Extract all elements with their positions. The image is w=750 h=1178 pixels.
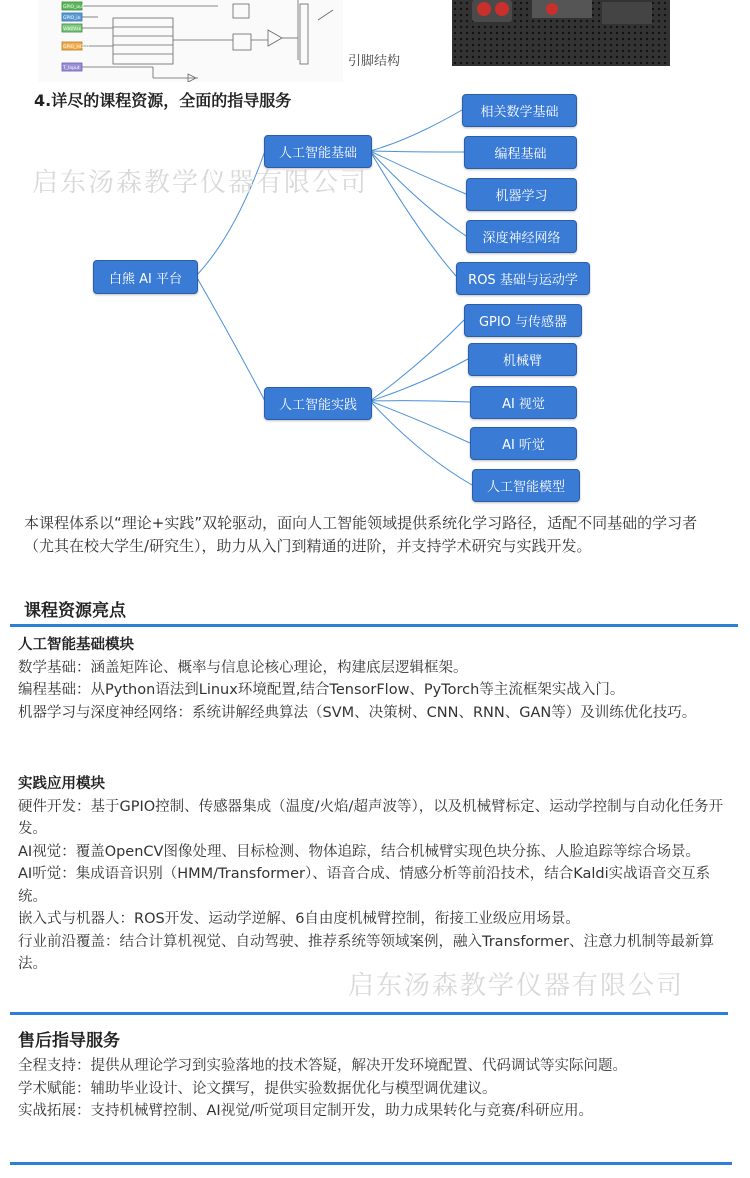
module-line: 硬件开发：基于GPIO控制、传感器集成（温度/火焰/超声波等），以及机械臂标定、运动学控制与自动化任务开发。 (18, 798, 724, 837)
intro-paragraph: 本课程体系以“理论+实践”双轮驱动，面向人工智能领域提供系统化学习路径，适配不同基础的学习者（尤其在校大学生/研究生），助力从入门到精通的进阶，并支持学术研究与实践开发。 (24, 514, 698, 555)
practice-module-block (18, 773, 733, 976)
leaf-node: GPIO 与传感器 (464, 304, 582, 337)
service-line: 学术赋能：辅助毕业设计、论文撰写，提供实验数据优化与模型调优建议。 (18, 1080, 497, 1097)
diagram-caption: 引脚结构 (348, 54, 401, 69)
signal-label: T_Input (63, 66, 80, 71)
signal-label: Vdd/Vss (63, 27, 82, 32)
basic-module-block (18, 634, 733, 724)
leaf-node: 深度神经网络 (466, 220, 577, 253)
hardware-photo (452, 0, 670, 66)
section-divider (10, 1012, 728, 1015)
module-line: AI视觉：覆盖OpenCV图像处理、目标检测、物体追踪，结合机械臂实现色块分拣、人脸追踪等综合场景。 (18, 843, 700, 860)
module-line: 机器学习与深度神经网络：系统讲解经典算法（SVM、决策树、CNN、RNN、GAN等）及训练优化技巧。 (18, 704, 697, 721)
signal-label: GPIO_in (63, 16, 81, 21)
signal-label: GPIO_HOLD (63, 45, 90, 50)
highlights-title: 课程资源亮点 (24, 601, 126, 621)
leaf-node: AI 听觉 (470, 427, 577, 460)
leaf-node: 人工智能模型 (472, 469, 580, 502)
module-heading: 人工智能基础模块 (18, 637, 134, 653)
service-line: 实战拓展：支持机械臂控制、AI视觉/听觉项目定制开发，助力成果转化与竞赛/科研应用。 (18, 1103, 593, 1119)
module-line: AI听觉：集成语音识别（HMM/Transformer）、语音合成、情感分析等前沿技术，结合Kaldi实战语音交互系统。 (18, 866, 711, 905)
service-block (18, 1055, 733, 1123)
leaf-node: ROS 基础与运动学 (456, 262, 590, 295)
mind-map-root-node: 白熊 AI 平台 (93, 260, 198, 294)
section-title: 4.详尽的课程资源，全面的指导服务 (34, 91, 292, 110)
branch-node-ai-practice: 人工智能实践 (264, 387, 372, 420)
watermark: 启东汤森教学仪器有限公司 (348, 971, 685, 1001)
watermark: 启东汤森教学仪器有限公司 (32, 168, 369, 198)
module-line: 嵌入式与机器人：ROS开发、运动学逆解、6自由度机械臂控制，衔接工业级应用场景。 (18, 911, 580, 927)
module-line: 数学基础：涵盖矩阵论、概率与信息论核心理论，构建底层逻辑框架。 (18, 659, 468, 676)
leaf-node: 相关数学基础 (462, 94, 577, 127)
service-title: 售后指导服务 (18, 1031, 120, 1051)
module-line: 编程基础：从Python语法到Linux环境配置,结合TensorFlow、PyTorch等主流框架实战入门。 (18, 682, 625, 698)
module-line: 行业前沿覆盖：结合计算机视觉、自动驾驶、推荐系统等领域案例，融入Transformer、注意力机制等最新算法。 (18, 933, 715, 972)
module-heading: 实践应用模块 (18, 776, 105, 792)
service-line: 全程支持：提供从理论学习到实验落地的技术答疑，解决开发环境配置、代码调试等实际问题。 (18, 1058, 627, 1074)
signal-label: GPIO_out (63, 5, 84, 10)
leaf-node: 机器学习 (466, 178, 577, 211)
branch-node-ai-basics: 人工智能基础 (264, 135, 372, 168)
leaf-node: 机械臂 (468, 343, 577, 376)
course-mind-map (0, 85, 750, 510)
section-divider (10, 624, 738, 627)
section-divider (10, 1162, 732, 1165)
leaf-node: 编程基础 (464, 136, 577, 169)
pin-structure-diagram (38, 0, 343, 82)
leaf-node: AI 视觉 (470, 386, 577, 419)
